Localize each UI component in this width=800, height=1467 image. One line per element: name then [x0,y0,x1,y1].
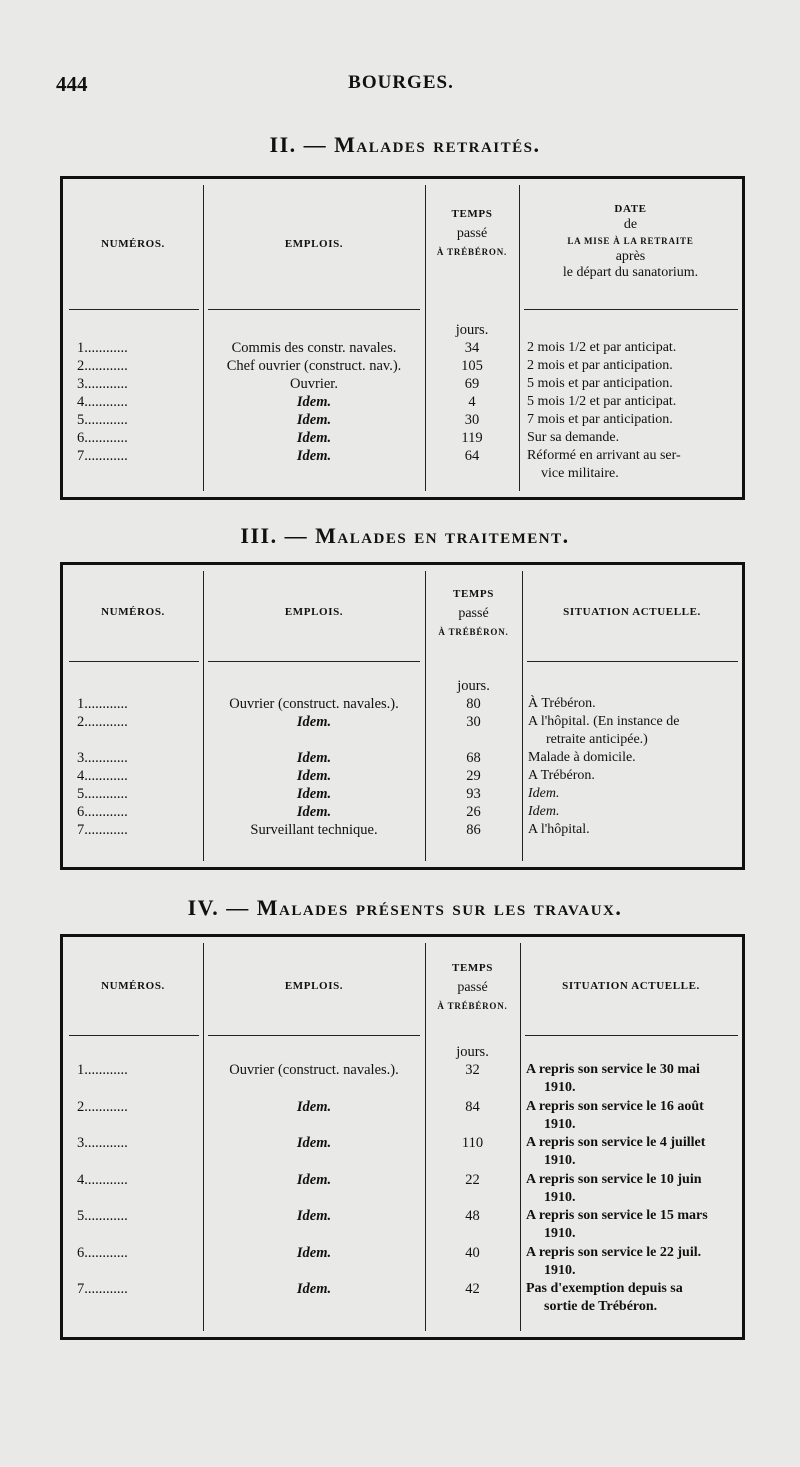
row-date: 7 mois et par anticipation. [527,412,673,427]
running-title: BOURGES. [348,72,454,93]
row-date-continuation: vice militaire. [541,466,619,481]
row-temps: 110 [461,1135,484,1151]
row-spacer [425,731,522,749]
row-temps: 4 [468,394,476,410]
unit-label: jours. [456,1044,489,1060]
row-temps: 42 [465,1281,480,1297]
unit-label: jours. [455,322,489,338]
row-emploi: Ouvrier (construct. navales.). [229,696,399,712]
row-emploi: Idem. [296,714,332,730]
row-temps: 84 [465,1098,480,1115]
row-situation: A repris son service le 15 mars [526,1208,708,1223]
numeros-column [77,1061,128,1317]
row-emploi: Idem. [296,1171,332,1188]
row-situation: A repris son service le 22 juil. [526,1244,702,1260]
header-rule [69,309,199,310]
row-temps: 34 [464,340,480,356]
row-emploi: Idem. [296,448,332,464]
row-emploi: Idem. [296,1244,332,1261]
row-number: 7............ [77,822,128,838]
header-rule [208,661,420,662]
table-traitement [60,562,745,870]
row-situation: A Trébéron. [528,768,595,783]
header-temps-line1: TEMPS [451,208,493,220]
situation-column [526,1061,742,1317]
row-number: 7............ [77,448,128,464]
temps-column [425,1061,520,1317]
row-situation: Idem. [528,786,560,801]
row-situation: Malade à domicile. [528,750,636,765]
row-temps: 119 [461,430,483,446]
row-emploi: Surveillant technique. [250,822,378,838]
row-temps: 86 [466,822,481,838]
row-emploi: Idem. [296,786,332,802]
header-rule [527,661,738,662]
row-situation-continuation: 1910. [544,1226,576,1242]
header-date-line5: le départ du sanatorium. [562,265,699,280]
header-emplois: EMPLOIS. [284,606,344,618]
temps-column [425,695,522,839]
section-title-retraites: II. — Malades retraités. [269,132,541,157]
row-number: 1............ [77,340,128,356]
row-situation: À Trébéron. [528,696,596,711]
header-date [519,201,742,281]
row-spacer [77,731,128,749]
row-number: 6............ [77,804,128,820]
row-emploi: Idem. [296,768,332,784]
row-number: 4............ [77,768,128,784]
row-emploi: Idem. [296,430,332,446]
row-number: 3............ [77,376,128,392]
header-temps-line3: À TRÉBÉRON. [438,627,509,637]
emplois-column [203,339,425,465]
row-date: 5 mois 1/2 et par anticipat. [527,394,677,409]
row-number: 7............ [77,1281,128,1297]
row-temps: 64 [464,448,480,464]
row-number: 3............ [77,750,128,766]
row-number: 2............ [77,1098,128,1115]
row-number: 1............ [77,1062,128,1078]
row-temps: 22 [465,1171,480,1188]
row-emploi: Idem. [296,412,332,428]
row-emploi: Idem. [296,394,332,410]
row-number: 5............ [77,786,128,802]
header-numeros: NUMÉROS. [101,238,165,250]
row-number: 3............ [77,1135,128,1151]
numeros-column [77,339,128,465]
row-date: Sur sa demande. [527,430,620,445]
column-divider [520,943,521,1331]
row-emploi: Ouvrier (construct. navales.). [229,1062,399,1078]
row-temps: 69 [464,376,480,392]
page-header [56,72,746,102]
row-emploi: Idem. [296,1135,332,1151]
temps-column [425,339,519,465]
header-rule [69,661,199,662]
section-title-presents: IV. — Malades présents sur les travaux. [187,895,623,920]
row-situation-continuation: 1910. [544,1189,576,1205]
row-temps: 26 [466,804,481,820]
header-rule [69,1035,199,1036]
header-temps [425,205,519,262]
row-date: 2 mois 1/2 et par anticipat. [527,340,677,355]
row-date: 5 mois et par anticipation. [527,376,673,391]
header-temps-line2: passé [456,226,488,241]
unit-label: jours. [457,678,490,694]
row-situation-continuation: 1910. [544,1080,576,1096]
row-temps: 30 [466,714,481,730]
row-temps: 48 [465,1208,480,1224]
header-rule [525,1035,738,1036]
header-date-line1: DATE [614,203,647,215]
row-situation-continuation: 1910. [544,1262,576,1278]
row-situation: Idem. [528,804,560,819]
row-emploi: Idem. [296,1208,332,1224]
row-temps: 29 [466,768,481,784]
header-temps-line3: À TRÉBÉRON. [436,247,508,257]
row-temps: 80 [466,696,481,712]
row-situation-continuation: 1910. [544,1116,576,1132]
header-emplois: EMPLOIS. [284,238,344,250]
situation-column [528,695,742,839]
row-temps: 40 [465,1244,480,1261]
table-presents [60,934,745,1340]
row-date: Réformé en arrivant au ser- [527,448,681,463]
row-emploi: Idem. [296,750,332,766]
row-spacer [203,731,425,749]
row-situation-continuation: sortie de Trébéron. [544,1299,658,1315]
row-emploi: Commis des constr. navales. [231,340,397,356]
row-temps: 30 [464,412,480,428]
emplois-column [203,695,425,839]
row-date: 2 mois et par anticipation. [527,358,673,373]
row-temps: 68 [466,750,481,766]
row-number: 2............ [77,714,128,730]
header-temps-line3: À TRÉBÉRON. [437,1001,508,1011]
header-emplois: EMPLOIS. [284,980,344,992]
table-retraites [60,176,745,500]
row-situation: A repris son service le 16 août [526,1098,704,1114]
row-situation-continuation: 1910. [544,1153,576,1169]
row-emploi: Idem. [296,804,332,820]
row-emploi: Idem. [296,1281,332,1297]
row-emploi: Chef ouvrier (construct. nav.). [226,358,402,374]
header-temps-line1: TEMPS [452,962,493,974]
row-situation: A l'hôpital. (En instance de [528,714,680,729]
header-date-line4: après [615,249,646,264]
row-number: 2............ [77,358,128,374]
numeros-column [77,695,128,839]
page-number: 444 [56,72,88,96]
header-situation: SITUATION ACTUELLE. [563,606,701,618]
header-date-line3: LA MISE À LA RETRAITE [567,236,694,246]
header-date-line2: de [623,217,638,232]
header-numeros: NUMÉROS. [101,606,165,618]
row-situation-continuation: retraite anticipée.) [546,732,648,747]
row-number: 6............ [77,1244,128,1261]
header-temps-line1: TEMPS [453,588,494,600]
row-emploi: Idem. [296,1098,332,1115]
row-temps: 32 [465,1062,480,1078]
row-situation: A l'hôpital. [528,822,590,837]
row-number: 4............ [77,394,128,410]
header-situation: SITUATION ACTUELLE. [562,980,700,992]
row-temps: 105 [461,358,483,374]
row-number: 5............ [77,412,128,428]
header-numeros: NUMÉROS. [101,980,165,992]
header-temps [425,585,522,642]
row-number: 1............ [77,696,128,712]
row-situation: Pas d'exemption depuis sa [526,1281,683,1296]
row-situation: A repris son service le 30 mai [526,1062,700,1077]
header-rule [524,309,738,310]
row-number: 6............ [77,430,128,446]
header-rule [208,309,420,310]
section-title-traitement: III. — Malades en traitement. [240,523,570,548]
row-situation: A repris son service le 10 juin [526,1171,702,1187]
date-column [527,339,742,483]
row-number: 5............ [77,1208,128,1224]
header-temps-line2: passé [457,980,488,995]
row-emploi: Ouvrier. [290,376,338,392]
header-temps-line2: passé [458,606,489,621]
emplois-column [203,1061,425,1317]
row-situation: A repris son service le 4 juillet [526,1135,706,1150]
row-temps: 93 [466,786,481,802]
row-number: 4............ [77,1171,128,1188]
header-temps [425,959,520,1016]
header-rule [208,1035,420,1036]
